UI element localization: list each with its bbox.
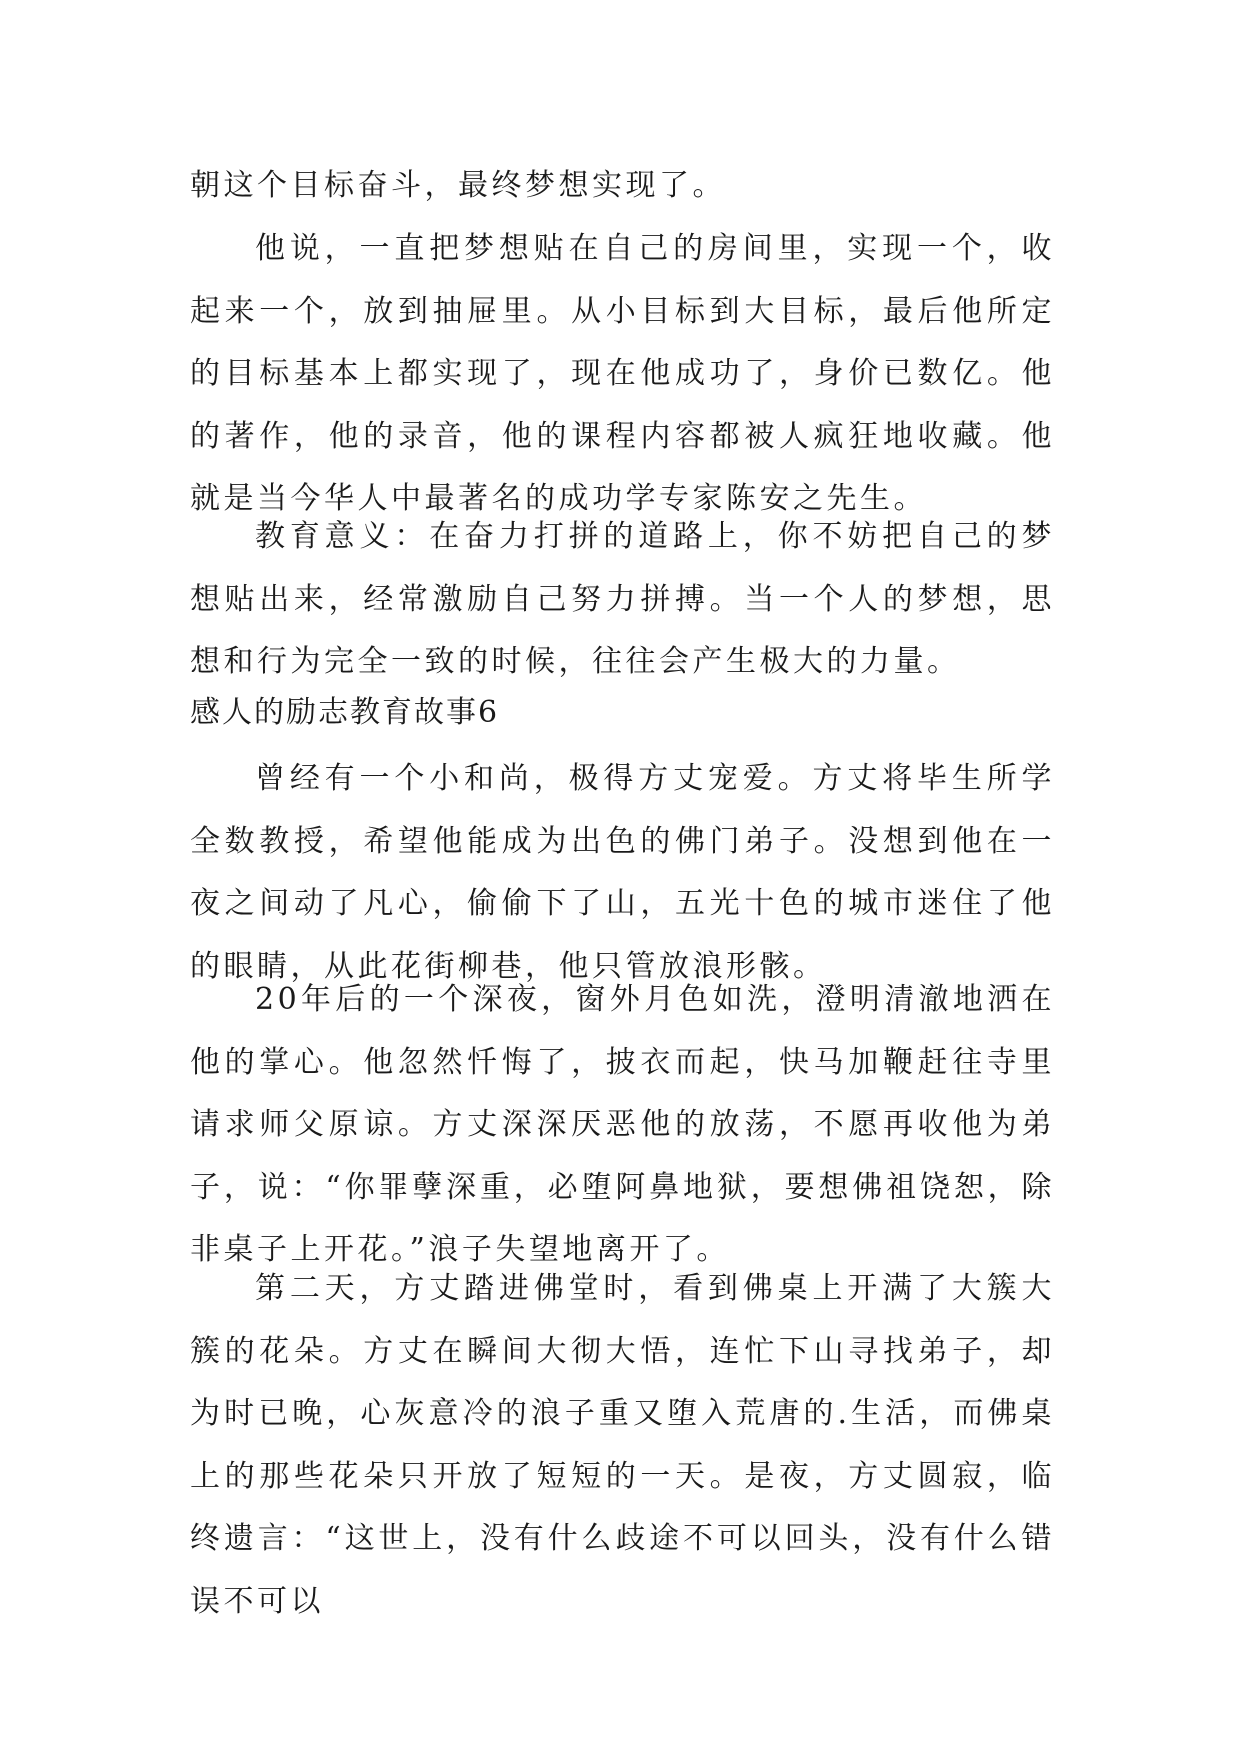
paragraph-dream-wall: 他说，一直把梦想贴在自己的房间里，实现一个，收起来一个，放到抽屉里。从小目标到大目标，最后他所定的目标基本上都实现了，现在他成功了，身价已数亿。他的著作，他的录音，他的课程内容都被人疯狂地收藏。他就是当今华人中最著名的成功学专家陈安之先生。 bbox=[190, 231, 1055, 516]
paragraph-continuation: 朝这个目标奋斗，最终梦想实现了。 bbox=[190, 168, 726, 203]
paragraph-little-monk: 曾经有一个小和尚，极得方丈宠爱。方丈将毕生所学全数教授，希望他能成为出色的佛门弟子。没想到他在一夜之间动了凡心，偷偷下了山，五光十色的城市迷住了他的眼睛，从此花街柳巷，他只管放浪形骸。 bbox=[190, 761, 1055, 984]
story-heading: 感人的励志教育故事6 bbox=[190, 695, 500, 730]
paragraph-educational-meaning: 教育意义：在奋力打拼的道路上，你不妨把自己的梦想贴出来，经常激励自己努力拼搏。当一个人的梦想，思想和行为完全一致的时候，往往会产生极大的力量。 bbox=[190, 519, 1055, 679]
document-page bbox=[190, 0, 1055, 1754]
paragraph-twenty-years-later: 20年后的一个深夜，窗外月色如洗，澄明清澈地洒在他的掌心。他忽然忏悔了，披衣而起，快马加鞭赶往寺里请求师父原谅。方丈深深厌恶他的放荡，不愿再收他为弟子，说：“你罪孽深重，必堕阿鼻地狱，要想佛祖饶恕，除非桌子上开花。”浪子失望地离开了。 bbox=[190, 982, 1055, 1267]
paragraph-next-day: 第二天，方丈踏进佛堂时，看到佛桌上开满了大簇大簇的花朵。方丈在瞬间大彻大悟，连忙下山寻找弟子，却为时已晚，心灰意冷的浪子重又堕入荒唐的.生活，而佛桌上的那些花朵只开放了短短的一天。是夜，方丈圆寂，临终遗言：“这世上，没有什么歧途不可以回头，没有什么错误不可以 bbox=[190, 1271, 1055, 1619]
